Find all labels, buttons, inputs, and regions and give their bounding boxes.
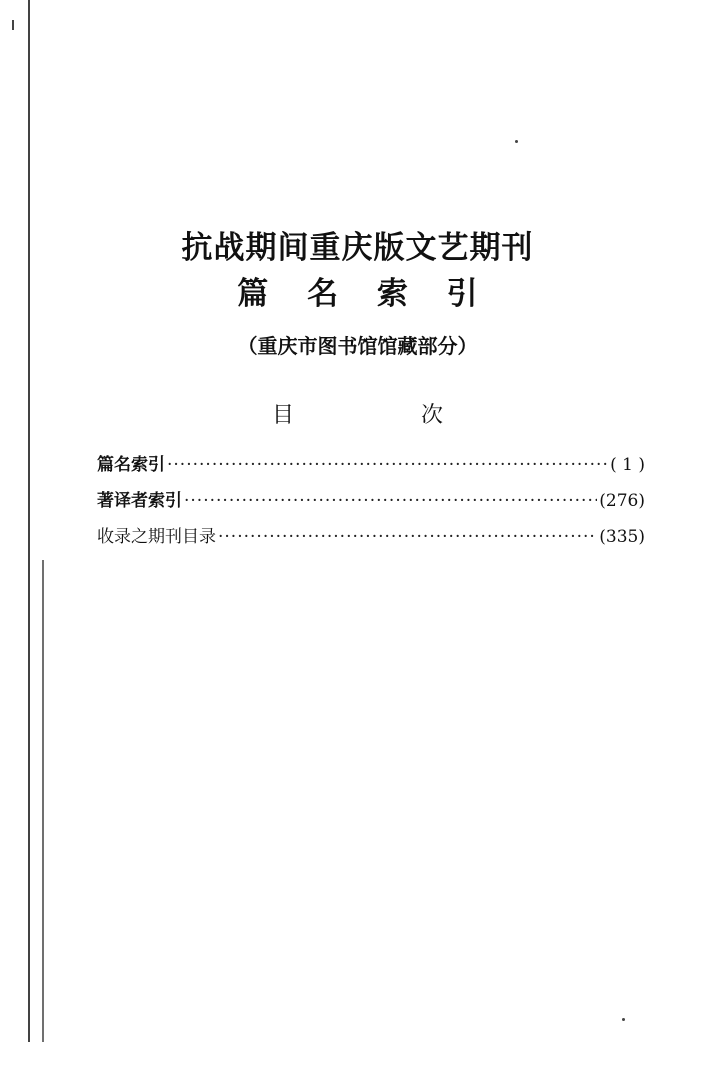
toc-dot-leader	[218, 527, 597, 547]
toc-entry-label: 收录之期刊目录	[97, 527, 216, 547]
scan-speck	[12, 20, 14, 30]
toc-entry-label: 著译者索引	[97, 491, 182, 511]
toc-entry-label: 篇名索引	[97, 455, 165, 475]
binding-edge	[28, 0, 30, 1042]
toc-entry-author-index[interactable]	[97, 486, 645, 522]
toc-entry-page: (335)	[599, 527, 645, 547]
toc-entry-page: (276)	[599, 491, 645, 511]
scan-speck	[622, 1018, 625, 1021]
toc-entry-title-index[interactable]	[97, 450, 645, 486]
table-of-contents	[97, 450, 645, 558]
document-subtitle: 篇 名 索 引	[237, 276, 492, 312]
collection-note: （重庆市图书馆馆藏部分）	[237, 334, 478, 358]
document-title: 抗战期间重庆版文艺期刊	[181, 230, 534, 266]
toc-heading: 目 次	[272, 403, 503, 428]
binding-edge-inner	[42, 560, 44, 1042]
scan-speck	[515, 140, 518, 143]
toc-dot-leader	[184, 491, 597, 511]
toc-entry-periodical-list[interactable]	[97, 522, 645, 558]
toc-dot-leader	[167, 455, 608, 475]
toc-entry-page: ( 1 )	[610, 455, 645, 475]
